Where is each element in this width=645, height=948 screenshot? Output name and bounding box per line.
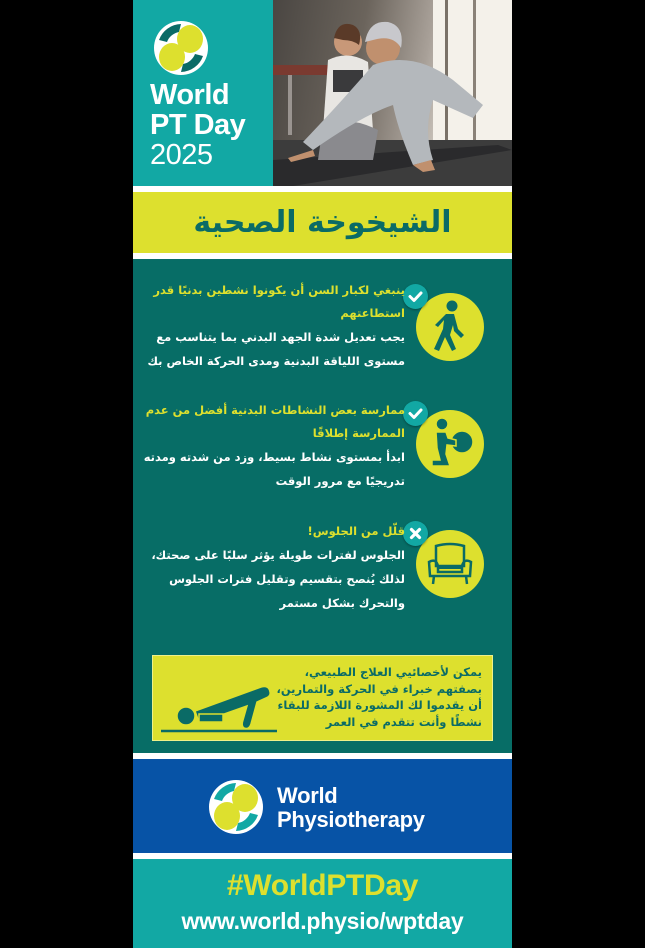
website-link[interactable]: www.world.physio/wptday	[181, 908, 464, 934]
organization-line-2: Physiotherapy	[277, 807, 425, 832]
hero-photo	[273, 0, 512, 186]
main-panel	[133, 259, 512, 753]
organization-line-1: World	[277, 783, 338, 808]
brand-wordmark	[150, 80, 245, 170]
brand-line-2: PT Day	[150, 109, 246, 141]
tip-body: الجلوس لفترات طويلة يؤثر سلبًا على صحتك، لذلك يُنصح بتقسيم وتقليل فترات الجلوس والتحرك بشكل مستمر	[151, 548, 405, 610]
check-badge-icon	[403, 284, 428, 309]
hashtag: #WorldPTDay	[226, 869, 419, 902]
tip-title: ممارسة بعض النشاطات البدنية أفضل من عدم الممارسة إطلاقًا	[145, 403, 405, 440]
poster	[133, 0, 512, 948]
organization-band	[133, 759, 512, 853]
callout-box	[152, 655, 493, 741]
tip-text	[143, 399, 405, 493]
brand-year: 2025	[150, 139, 213, 171]
organization-wordmark	[277, 784, 425, 832]
page-title: الشيخوخة الصحية	[193, 205, 452, 240]
world-physiotherapy-logo-icon	[208, 779, 264, 835]
cross-badge-icon	[403, 521, 428, 546]
brand-panel	[133, 0, 273, 186]
world-pt-day-logo-icon	[153, 20, 209, 76]
brand-line-1: World	[150, 79, 230, 111]
tip-text	[143, 520, 405, 615]
tip-title: ينبغي لكبار السن أن يكونوا نشطين بدنيًا قدر استطاعتهم	[153, 283, 405, 320]
footer	[133, 859, 512, 948]
header	[133, 0, 512, 186]
hero-photo-illustration	[273, 0, 512, 186]
tip-text	[143, 279, 405, 373]
tip-body: يجب تعديل شدة الجهد البدني بما يتناسب مع مستوى اللياقة البدنية ومدى الحركة الخاص بك	[147, 330, 405, 368]
tip-body: ابدأ بمستوى نشاط بسيط، وزد من شدته ومدته تدريجيًا مع مرور الوقت	[143, 450, 405, 488]
callout-text: يمكن لأخصائيي العلاج الطبيعي، بصفتهم خبراء في الحركة والتمارين، أن يقدموا لك المشورة اللازمة للبقاء نشطًا وأنت تتقدم في العمر	[276, 665, 482, 729]
check-badge-icon	[403, 401, 428, 426]
tip-title: قلّل من الجلوس!	[307, 524, 405, 538]
title-band	[133, 192, 512, 253]
